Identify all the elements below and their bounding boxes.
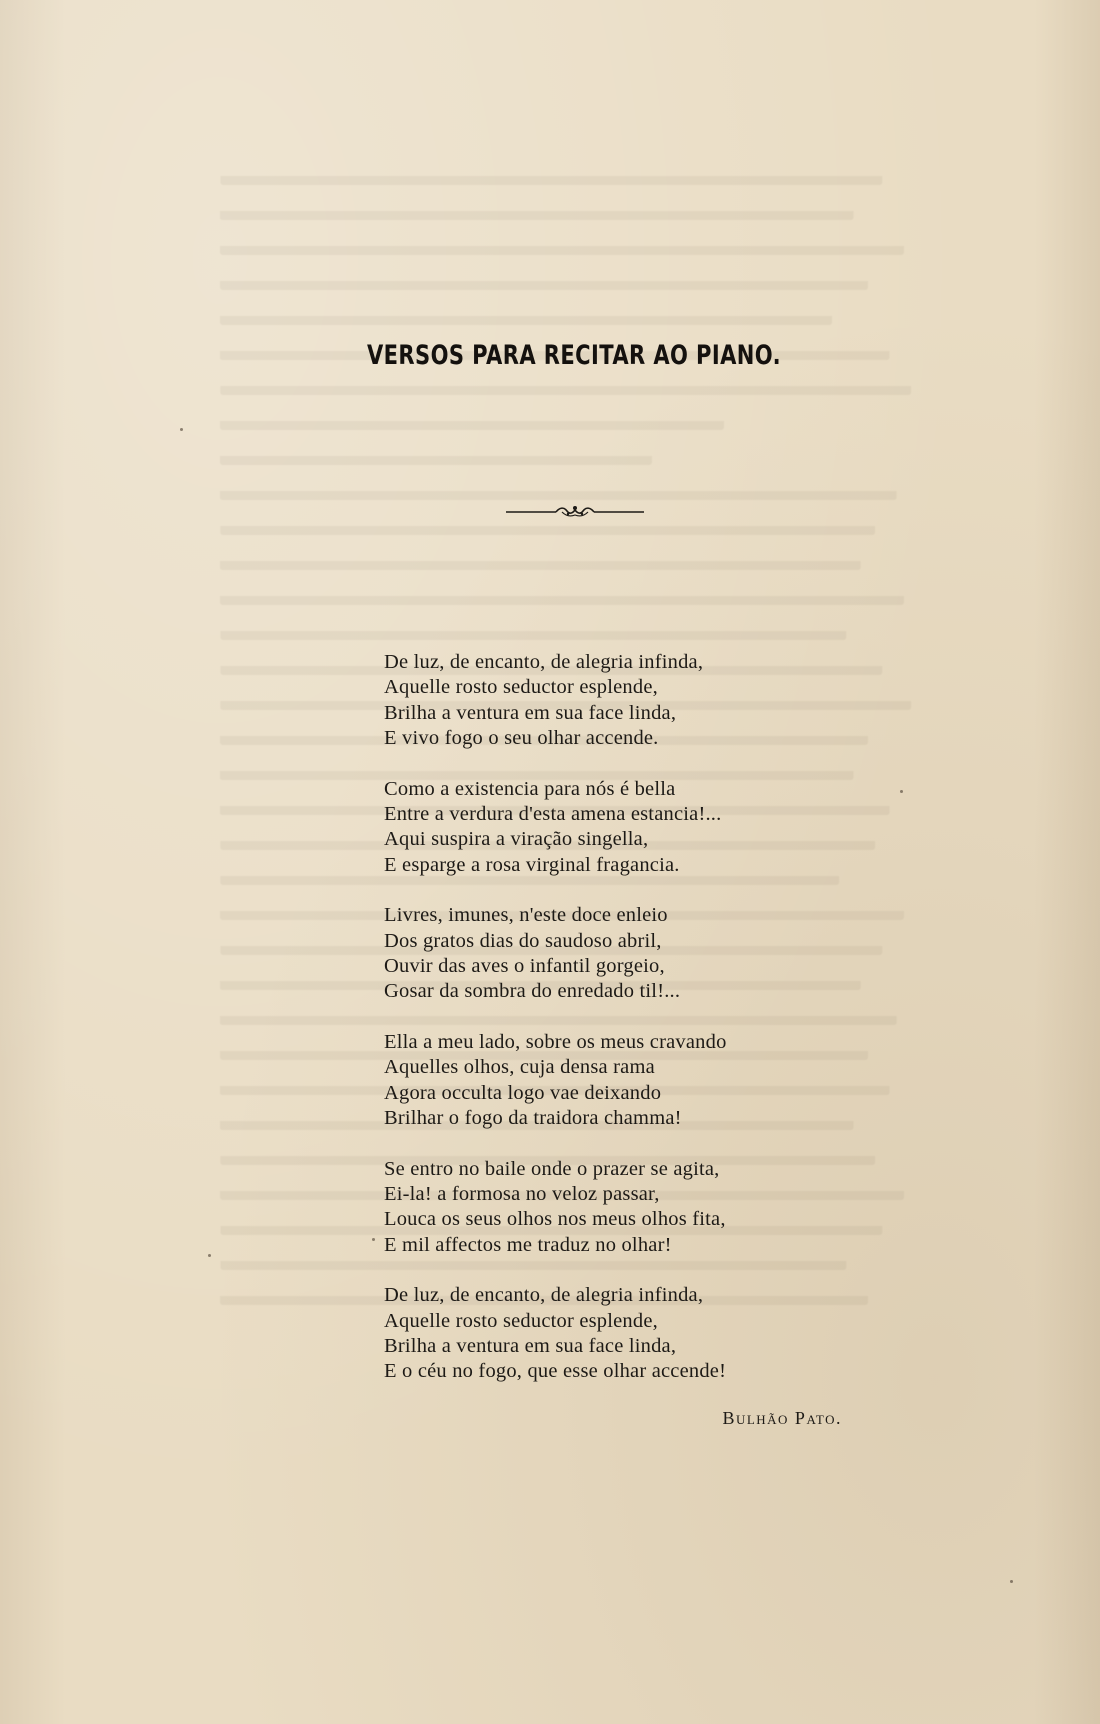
stanza — [384, 1030, 904, 1132]
poem-line: Brilha a ventura em sua face linda, — [384, 1334, 677, 1357]
poem-line: Entre a verdura d'esta amena estancia!... — [384, 803, 722, 826]
stanza — [384, 903, 904, 1005]
poem-body — [384, 650, 904, 1410]
bleed-line — [220, 220, 904, 255]
poem-line: Ei-la! a formosa no veloz passar, — [384, 1182, 660, 1205]
poem-line: Dos gratos dias do saudoso abril, — [384, 929, 662, 952]
bleed-line — [220, 185, 854, 220]
poem-line: Como a existencia para nós é bella — [384, 777, 676, 800]
paper-speck — [900, 790, 903, 793]
poem-line: Brilhar o fogo da traidora chamma! — [384, 1107, 682, 1130]
bleed-line — [220, 570, 904, 605]
poem-line: Ouvir das aves o infantil gorgeio, — [384, 955, 665, 978]
bleed-line — [220, 255, 868, 290]
poem-line: De luz, de encanto, de alegria infinda, — [384, 651, 704, 673]
stanza — [384, 1157, 904, 1259]
paper-speck — [1010, 1580, 1013, 1583]
bleed-line — [220, 535, 861, 570]
poem-line: Louca os seus olhos nos meus olhos fita, — [384, 1208, 726, 1231]
bleed-line — [220, 395, 724, 430]
bleed-line — [220, 290, 832, 325]
bleed-line — [220, 605, 846, 640]
author-signature: Bulhão Pato. — [722, 1408, 842, 1428]
poem-line: Se entro no baile onde o prazer se agita, — [384, 1157, 720, 1180]
bleed-line — [220, 465, 897, 500]
bleed-line — [220, 150, 882, 185]
poem-line: E vivo fogo o seu olhar accende. — [384, 727, 659, 750]
poem-line: E esparge a rosa virginal fragancia. — [384, 853, 680, 876]
paper-speck — [180, 428, 183, 431]
poem-title: VERSOS PARA RECITAR AO PIANO. — [366, 340, 782, 371]
poem-line: E mil affectos me traduz no olhar! — [384, 1233, 672, 1256]
ornamental-divider-icon — [504, 502, 646, 520]
stanza — [384, 1283, 904, 1385]
poem-line: Gosar da sombra do enredado til!... — [384, 980, 681, 1003]
poem-line: Aquelle rosto seductor esplende, — [384, 676, 658, 699]
bleed-line — [220, 430, 652, 465]
stanza — [384, 777, 904, 879]
poem-line: Brilha a ventura em sua face linda, — [384, 701, 677, 724]
poem-line: De luz, de encanto, de alegria infinda, — [384, 1284, 704, 1307]
poem-line: Aqui suspira a viração singella, — [384, 828, 649, 851]
poem-line: Agora occulta logo vae deixando — [384, 1081, 662, 1104]
paper-speck — [208, 1254, 211, 1257]
poem-line: Aquelles olhos, cuja densa rama — [384, 1056, 655, 1079]
paper-speck — [372, 1238, 375, 1241]
poem-line: Livres, imunes, n'este doce enleio — [384, 904, 668, 927]
poem-line: Ella a meu lado, sobre os meus cravando — [384, 1030, 727, 1053]
poem-line: Aquelle rosto seductor esplende, — [384, 1309, 658, 1332]
stanza — [384, 650, 904, 752]
poem-line: E o céu no fogo, que esse olhar accende! — [384, 1360, 727, 1383]
